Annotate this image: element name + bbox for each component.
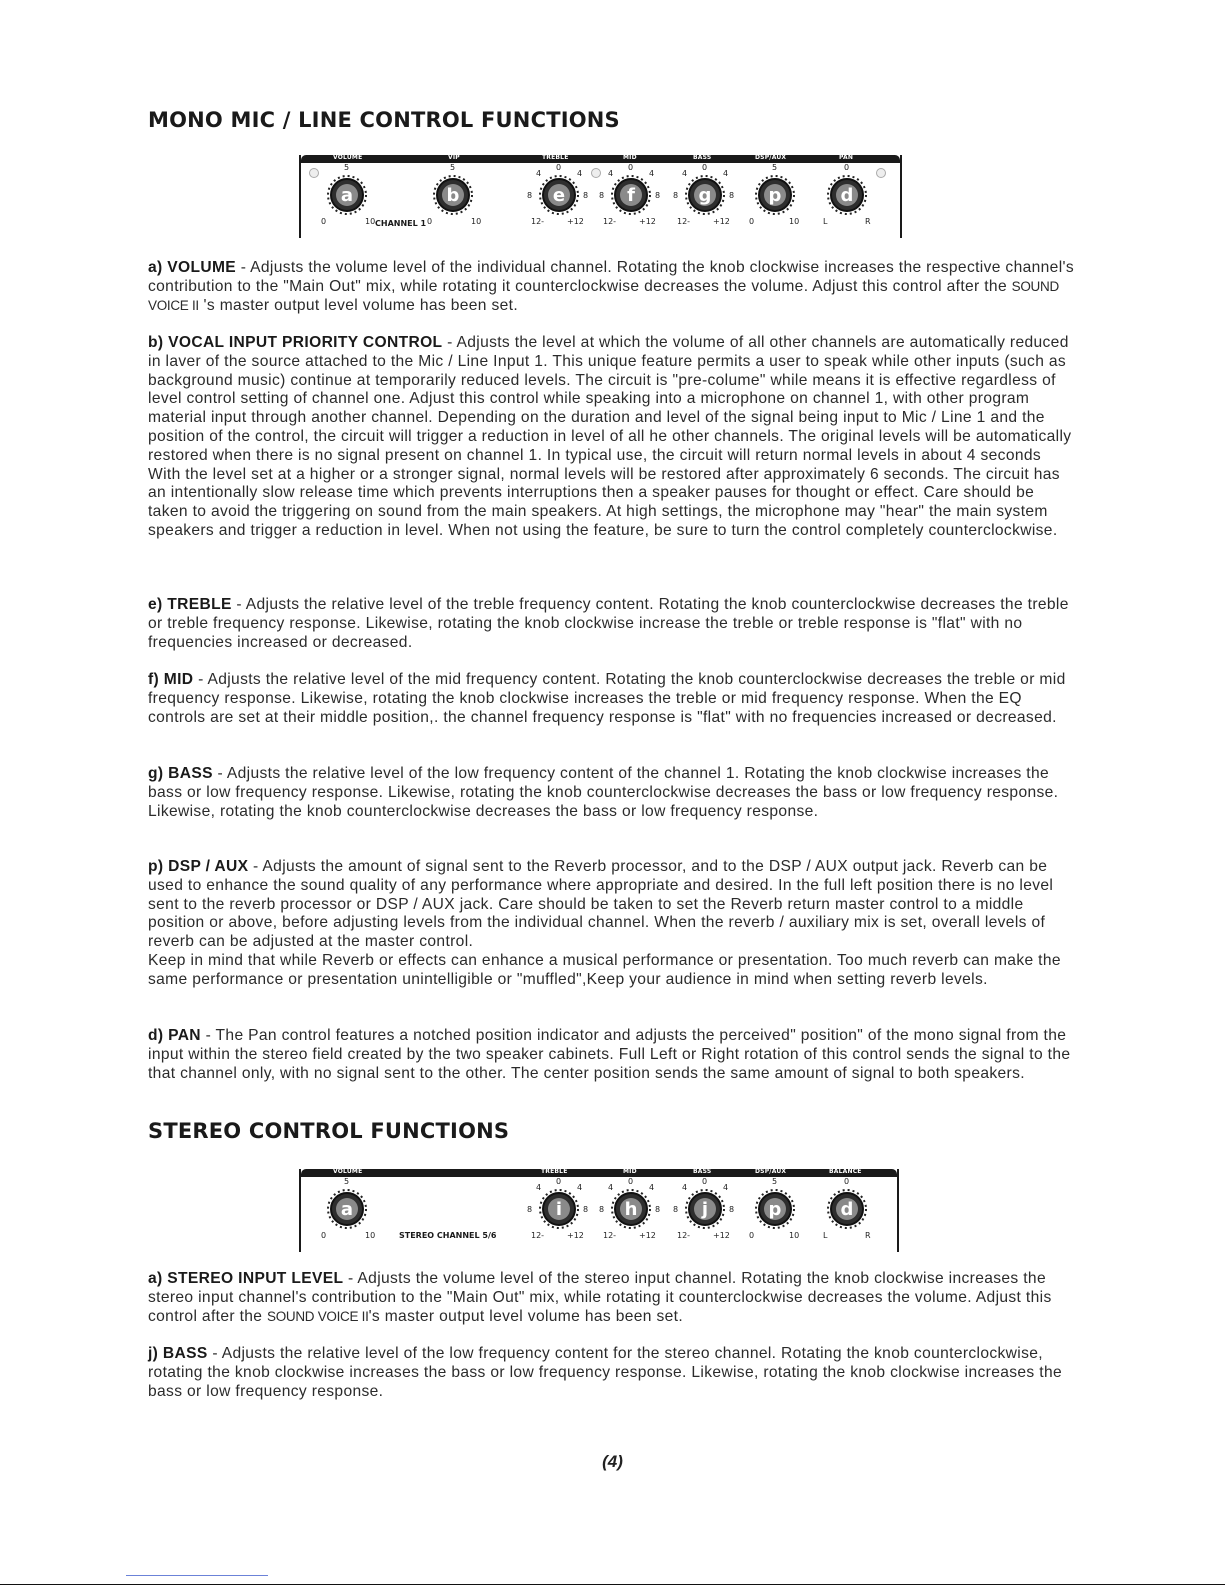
tick-top: 0 (628, 163, 634, 172)
tick-max: +12 (639, 217, 656, 226)
item-text: - Adjusts the volume level of the stereo input channel. Rotating the knob clockwise increases the stereo input channel's contribution to the "Main Out" mix, while rotating it counterclockwise decreases the volume. Adjust this control after the (148, 1270, 1052, 1325)
desc-treble (148, 596, 1078, 652)
tick-min: 12- (677, 1231, 691, 1240)
tick-top: 5 (344, 1177, 350, 1186)
tick-upper-right: 4 (723, 169, 729, 178)
tick-max: R (865, 1231, 871, 1240)
item-label: f) MID (148, 671, 194, 688)
panel-label-bar (301, 1169, 897, 1177)
tick-max: +12 (567, 217, 584, 226)
knob-letter: p (768, 185, 782, 206)
desc-vocal-input-priority (148, 334, 1078, 541)
tick-max: 10 (789, 217, 800, 226)
knob-dial-icon (315, 1177, 379, 1237)
tick-min: 12- (677, 217, 691, 226)
mono-channel-panel-illustration (299, 155, 902, 238)
tick-min: 0 (321, 217, 327, 226)
knob-d-pan (815, 163, 879, 231)
product-name: SOUND VOICE II (266, 1308, 369, 1324)
panel-label-bass: BASS (693, 1168, 712, 1175)
knob-letter: p (768, 1199, 782, 1220)
panel-label-treble: TREBLE (542, 154, 569, 161)
panel-label-bar (301, 155, 900, 163)
desc-bass (148, 765, 1078, 821)
tick-top: 5 (772, 163, 778, 172)
knob-a-stereo-volume (315, 1177, 379, 1245)
knob-f-mid (599, 163, 663, 231)
knob-p-dsp-aux (743, 1177, 807, 1245)
stereo-section-heading: STEREO CONTROL FUNCTIONS (148, 1119, 510, 1143)
tick-max: +12 (567, 1231, 584, 1240)
item-label: b) VOCAL INPUT PRIORITY CONTROL (148, 334, 443, 351)
panel-label-volume: VOLUME (333, 154, 363, 161)
item-text-after: 's master output level volume has been set. (368, 1307, 684, 1325)
panel-label-mid: MID (623, 1168, 637, 1175)
tick-upper-left: 4 (536, 169, 542, 178)
tick-min: 12- (603, 1231, 617, 1240)
knob-letter: g (698, 185, 712, 206)
panel-label-balance: BALANCE (829, 1168, 862, 1175)
tick-left: 8 (599, 1205, 605, 1214)
item-text: - Adjusts the amount of signal sent to the Reverb processor, and to the DSP / AUX output jack. Reverb can be used to enhance the sound quality of any performance where appropriate and desired. In the full left position there is no level sent to the reverb processor or DSP / AUX jack. Care should be taken to set the Reverb return master control to a middle position or above, before adjusting levels from the individual channel. When the reverb / auxiliary mix is set, overall levels of reverb can be adjusted at the master control. (148, 858, 1054, 951)
tick-top: 0 (556, 163, 562, 172)
tick-upper-left: 4 (682, 169, 688, 178)
item-text: - Adjusts the relative level of the mid frequency content. Rotating the knob counterclockwise decreases the treble or mid frequency response. Likewise, rotating the knob clockwise increases the treble or mid frequency response. When the EQ controls are set at their middle position,. the channel frequency response is "flat" with no frequencies increased or decreased. (148, 671, 1066, 726)
item-text: - Adjusts the relative level of the treble frequency content. Rotating the knob counterclockwise decreases the treble or treble frequency response. Likewise, rotating the knob clockwise increase the treble or treble response is "flat" with no frequencies increased or decreased. (148, 596, 1069, 651)
tick-min: L (823, 1231, 828, 1240)
panel-label-dsp-aux: DSP/AUX (755, 1168, 787, 1175)
knob-letter: b (446, 185, 460, 206)
tick-min: L (823, 217, 828, 226)
knob-i-treble (527, 1177, 591, 1245)
tick-upper-left: 4 (608, 1183, 614, 1192)
tick-right: 8 (729, 1205, 735, 1214)
tick-max: 10 (365, 217, 376, 226)
tick-top: 5 (772, 1177, 778, 1186)
knob-j-bass (673, 1177, 737, 1245)
desc-stereo-input-level (148, 1270, 1078, 1326)
knob-letter: a (340, 185, 354, 206)
tick-upper-right: 4 (577, 169, 583, 178)
tick-top: 0 (844, 163, 850, 172)
footer-link-underline (126, 1575, 268, 1576)
tick-top: 0 (702, 1177, 708, 1186)
tick-top: 0 (556, 1177, 562, 1186)
item-label: g) BASS (148, 765, 213, 782)
panel-label-treble: TREBLE (541, 1168, 568, 1175)
mono-section-heading: MONO MIC / LINE CONTROL FUNCTIONS (148, 108, 620, 132)
tick-left: 8 (599, 191, 605, 200)
channel-label: CHANNEL 1 (375, 219, 427, 228)
stereo-channel-panel-illustration (299, 1169, 899, 1252)
tick-right: 8 (729, 191, 735, 200)
knob-letter: d (840, 185, 854, 206)
item-label: e) TREBLE (148, 596, 232, 613)
item-text: - Adjusts the relative level of the low frequency content of the channel 1. Rotating the knob clockwise increases the bass or low frequency response. Likewise, rotating the knob counterclockwise decreases the bass or low frequency response. Likewise, rotating the knob counterclockwise decreases the bass or low frequency response. (148, 765, 1059, 820)
tick-left: 8 (673, 191, 679, 200)
desc-stereo-bass (148, 1345, 1078, 1401)
knob-p-dsp-aux (743, 163, 807, 231)
knob-letter: f (627, 185, 635, 206)
tick-top: 0 (844, 1177, 850, 1186)
tick-upper-right: 4 (723, 1183, 729, 1192)
tick-max: 10 (365, 1231, 376, 1240)
panel-label-dsp-aux: DSP/AUX (755, 154, 787, 161)
tick-top: 5 (344, 163, 350, 172)
item-label: j) BASS (148, 1345, 208, 1362)
knob-letter: e (552, 185, 566, 206)
knob-dial-icon (743, 163, 807, 223)
product-name: SOUND VOICE II (148, 278, 1059, 313)
item-label: a) STEREO INPUT LEVEL (148, 1270, 344, 1287)
tick-max: R (865, 217, 871, 226)
tick-left: 8 (527, 191, 533, 200)
tick-upper-right: 4 (649, 169, 655, 178)
knob-letter: j (701, 1199, 709, 1220)
desc-pan (148, 1027, 1078, 1083)
knob-letter: h (624, 1199, 638, 1220)
tick-upper-left: 4 (608, 169, 614, 178)
panel-label-bass: BASS (693, 154, 712, 161)
panel-label-pan: PAN (839, 154, 854, 161)
desc-volume (148, 259, 1078, 315)
tick-min: 0 (749, 217, 755, 226)
desc-dsp-aux (148, 858, 1078, 990)
knob-d-balance (815, 1177, 879, 1245)
item-text: - Adjusts the level at which the volume of all other channels are automatically reduced in laver of the source attached to the Mic / Line Input 1. This unique feature permits a user to speak while other inputs (such as background music) continue at temporarily reduced levels. The circuit is "pre-colume" while means it is effective regardless of level control setting of channel one. Adjust this control while speaking into a microphone on channel 1, with other program material input through another channel. Depending on the duration and level of the signal being input to Mic / Line 1 and the position of the control, the circuit will trigger a reduction in level of all he other channels. The original levels will be automatically restored when there is no signal present on channel 1. In typical use, the circuit will return normal levels in about 4 seconds With the level set at a higher or a stronger signal, normal levels will be restored after approximately 6 seconds. The circuit has an intentionally slow release time which prevents interruptions then a speaker pauses for thought or effect. Care should be taken to avoid the triggering on sound from the main speakers. At high settings, the microphone may "hear" the main system speakers and trigger a reduction in level. When not using the feature, be sure to turn the control completely counterclockwise. (148, 334, 1072, 539)
item-text: - The Pan control features a notched position indicator and adjusts the perceived" position" of the mono signal from the input within the stereo field created by the two speaker cabinets. Full Left or Right rotation of this control sends the signal to the that channel only, with no signal sent to the other. The center position sends the same amount of signal to both speakers. (148, 1027, 1071, 1082)
knob-a-volume (315, 163, 379, 231)
knob-h-mid (599, 1177, 663, 1245)
tick-top: 0 (628, 1177, 634, 1186)
tick-upper-left: 4 (682, 1183, 688, 1192)
item-text-continued: Keep in mind that while Reverb or effects can enhance a musical performance or presentation. Too much reverb can make the same performance or presentation unintelligible or "muffled",Keep your audience in mind when setting reverb levels. (148, 951, 1061, 988)
tick-top: 5 (450, 163, 456, 172)
tick-left: 8 (673, 1205, 679, 1214)
item-label: p) DSP / AUX (148, 858, 249, 875)
tick-min: 0 (321, 1231, 327, 1240)
knob-dial-icon (743, 1177, 807, 1237)
channel-label: STEREO CHANNEL 5/6 (399, 1231, 497, 1240)
item-label: d) PAN (148, 1027, 201, 1044)
tick-min: 12- (603, 217, 617, 226)
tick-upper-left: 4 (536, 1183, 542, 1192)
tick-max: +12 (713, 217, 730, 226)
item-label: a) VOLUME (148, 259, 237, 276)
item-text: - Adjusts the volume level of the individual channel. Rotating the knob clockwise increases the respective channel's contribution to the "Main Out" mix, while rotating it counterclockwise decreases the volume. Adjust this control after the (148, 259, 1074, 295)
item-text-after: 's master output level volume has been set. (198, 296, 519, 314)
tick-top: 0 (702, 163, 708, 172)
knob-dial-icon (315, 163, 379, 223)
tick-max: +12 (639, 1231, 656, 1240)
tick-max: 10 (471, 217, 482, 226)
knob-dial-icon (815, 1177, 879, 1237)
tick-min: 12- (531, 1231, 545, 1240)
item-text: - Adjusts the relative level of the low frequency content for the stereo channel. Rotating the knob counterclockwise, rotating the knob clockwise increases the bass or low frequency response. Likewise, rotating the knob clockwise increases the bass or low frequency response. (148, 1345, 1062, 1400)
knob-letter: a (340, 1199, 354, 1220)
tick-min: 12- (531, 217, 545, 226)
tick-right: 8 (655, 1205, 661, 1214)
knob-e-treble (527, 163, 591, 231)
tick-min: 0 (427, 217, 433, 226)
tick-right: 8 (655, 191, 661, 200)
tick-left: 8 (527, 1205, 533, 1214)
page-number: (4) (602, 1452, 623, 1471)
panel-label-volume: VOLUME (333, 1168, 363, 1175)
desc-mid (148, 671, 1078, 727)
panel-label-mid: MID (623, 154, 637, 161)
knob-g-bass (673, 163, 737, 231)
knob-letter: i (555, 1199, 563, 1220)
tick-max: 10 (789, 1231, 800, 1240)
tick-upper-right: 4 (649, 1183, 655, 1192)
knob-letter: d (840, 1199, 854, 1220)
tick-right: 8 (583, 1205, 589, 1214)
knob-dial-icon (815, 163, 879, 223)
panel-label-vip: VIP (448, 154, 460, 161)
tick-min: 0 (749, 1231, 755, 1240)
tick-max: +12 (713, 1231, 730, 1240)
tick-right: 8 (583, 191, 589, 200)
knob-dial-icon (421, 163, 485, 223)
tick-upper-right: 4 (577, 1183, 583, 1192)
knob-b-vip (421, 163, 485, 231)
